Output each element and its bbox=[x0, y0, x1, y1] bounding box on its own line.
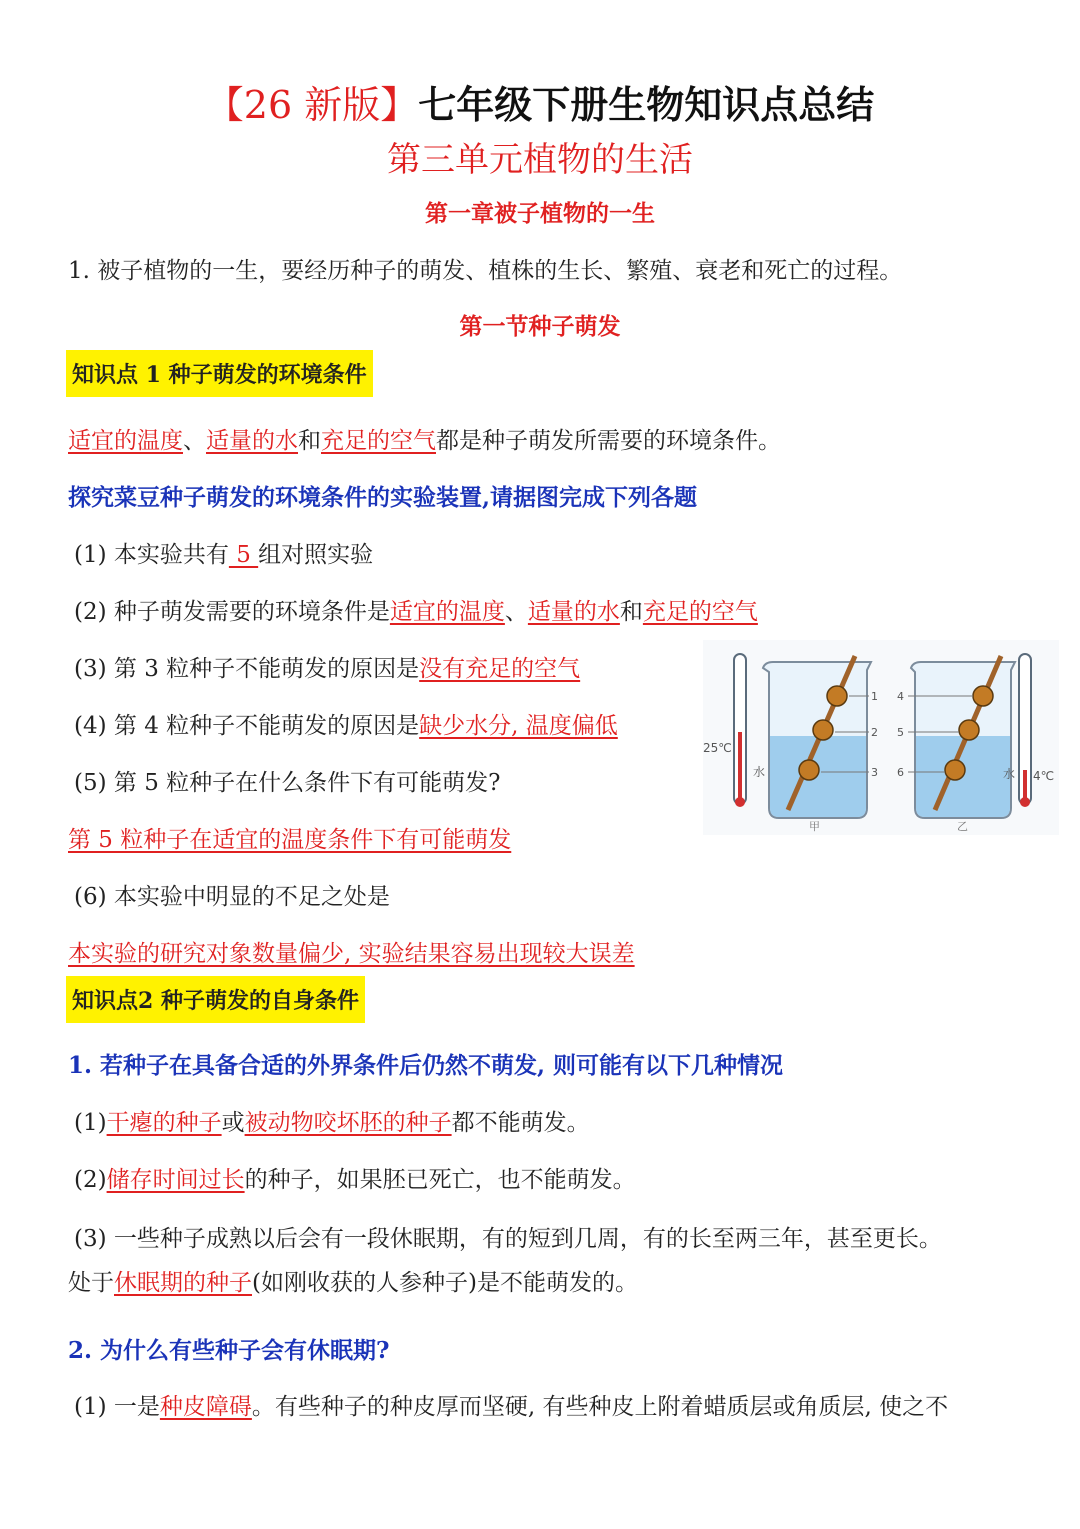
kp2-item-4 bbox=[74, 1388, 948, 1421]
knowledge-point-1-label: 知识点 1 种子萌发的环境条件 bbox=[66, 350, 373, 397]
seed-label-2: 2 bbox=[871, 726, 878, 739]
answer-air: 充足的空气 bbox=[321, 428, 436, 454]
seed-label-3: 3 bbox=[871, 766, 878, 779]
temp-right-label: 4℃ bbox=[1033, 769, 1055, 783]
kp2-item-3-line-2 bbox=[68, 1264, 638, 1297]
item-number: (2) bbox=[74, 1167, 107, 1193]
document-title bbox=[0, 74, 1080, 129]
item-tail: 的种子，如果胚已死亡，也不能萌发。 bbox=[244, 1167, 636, 1193]
beaker-right-icon bbox=[911, 656, 1015, 818]
answer: 适量的水 bbox=[527, 599, 620, 625]
kp2-item-3-line-1: (3) 一些种子成熟以后会有一段休眠期，有的短到几周，有的长至两三年，甚至更长。 bbox=[74, 1226, 942, 1252]
water-label-right: 水 bbox=[1003, 767, 1016, 781]
answer: 休眠期的种子 bbox=[114, 1270, 252, 1296]
item-number: (1) 一是 bbox=[74, 1394, 160, 1420]
question-tail: 组对照实验 bbox=[258, 542, 374, 568]
water-label-left: 水 bbox=[753, 765, 766, 779]
experiment-heading: 探究菜豆种子萌发的环境条件的实验装置,请据图完成下列各题 bbox=[68, 484, 698, 511]
answer: 干瘪的种子 bbox=[106, 1110, 222, 1136]
kp2-heading-1: 1. 若种子在具备合适的外界条件后仍然不萌发, 则可能有以下几种情况 bbox=[68, 1052, 784, 1079]
answer: 适宜的温度 bbox=[389, 599, 505, 625]
answer: 被动物咬坏胚的种子 bbox=[244, 1110, 452, 1136]
section-title: 第一节种子萌发 bbox=[459, 313, 621, 340]
connector: 或 bbox=[221, 1110, 245, 1136]
item-prefix: 处于 bbox=[68, 1270, 114, 1296]
connector: 和 bbox=[298, 428, 321, 454]
answer: 种皮障碍 bbox=[159, 1394, 252, 1420]
question-text: (3) 第 3 粒种子不能萌发的原因是 bbox=[74, 656, 420, 682]
answer-temperature: 适宜的温度 bbox=[68, 428, 183, 454]
question-6: (6) 本实验中明显的不足之处是 bbox=[74, 884, 390, 910]
item-tail: 。有些种子的种皮厚而坚硬, 有些种皮上附着蜡质层或角质层, 使之不 bbox=[251, 1394, 949, 1420]
edition-tag: 【26 新版】 bbox=[205, 83, 419, 127]
question-2 bbox=[74, 593, 758, 626]
item-number: (1) bbox=[74, 1110, 107, 1136]
chapter-title: 第一章被子植物的一生 bbox=[425, 200, 655, 227]
caption-right: 乙 bbox=[957, 820, 968, 833]
title-text: 七年级下册生物知识点总结 bbox=[418, 82, 875, 127]
question-text: (4) 第 4 粒种子不能萌发的原因是 bbox=[74, 713, 420, 739]
separator: 、 bbox=[183, 428, 206, 454]
answer-6: 本实验的研究对象数量偏少, 实验结果容易出现较大误差 bbox=[68, 941, 635, 967]
question-3 bbox=[74, 650, 580, 683]
unit-title: 第三单元植物的生活 bbox=[387, 140, 693, 180]
item-tail: (如刚收获的人参种子)是不能萌发的。 bbox=[252, 1270, 638, 1296]
statement-tail: 都是种子萌发所需要的环境条件。 bbox=[436, 428, 781, 454]
seed-label-1: 1 bbox=[871, 690, 878, 703]
kp1-statement bbox=[68, 422, 781, 455]
caption-left: 甲 bbox=[809, 820, 820, 833]
kp2-item-1 bbox=[74, 1104, 590, 1137]
temp-left-label: 25℃ bbox=[703, 741, 732, 755]
question-text: (2) 种子萌发需要的环境条件是 bbox=[74, 599, 390, 625]
experiment-figure bbox=[703, 640, 1059, 835]
beaker-left-icon bbox=[763, 656, 871, 818]
question-4 bbox=[74, 707, 618, 740]
seed-label-5: 5 bbox=[897, 726, 904, 739]
kp2-item-2 bbox=[74, 1161, 636, 1194]
question-1 bbox=[74, 536, 373, 569]
intro-paragraph: 1. 被子植物的一生，要经历种子的萌发、植株的生长、繁殖、衰老和死亡的过程。 bbox=[68, 258, 903, 284]
answer: 充足的空气 bbox=[642, 599, 758, 625]
seed-label-4: 4 bbox=[897, 690, 904, 703]
thermometer-left-icon bbox=[734, 654, 746, 807]
question-text: (1) 本实验共有 bbox=[74, 542, 229, 568]
answer: 缺少水分, 温度偏低 bbox=[419, 713, 618, 739]
question-5: (5) 第 5 粒种子在什么条件下有可能萌发? bbox=[74, 770, 501, 796]
knowledge-point-2-label: 知识点2 种子萌发的自身条件 bbox=[66, 976, 365, 1023]
kp2-heading-2: 2. 为什么有些种子会有休眠期? bbox=[68, 1337, 390, 1364]
answer: 没有充足的空气 bbox=[419, 656, 581, 682]
answer: 5 bbox=[228, 542, 259, 568]
connector: 和 bbox=[619, 599, 643, 625]
seed-label-6: 6 bbox=[897, 766, 904, 779]
separator: 、 bbox=[504, 599, 528, 625]
answer-water: 适量的水 bbox=[206, 428, 298, 454]
answer: 储存时间过长 bbox=[106, 1167, 245, 1193]
thermometer-right-icon bbox=[1019, 654, 1031, 807]
answer-5: 第 5 粒种子在适宜的温度条件下有可能萌发 bbox=[68, 827, 512, 853]
item-tail: 都不能萌发。 bbox=[451, 1110, 590, 1136]
